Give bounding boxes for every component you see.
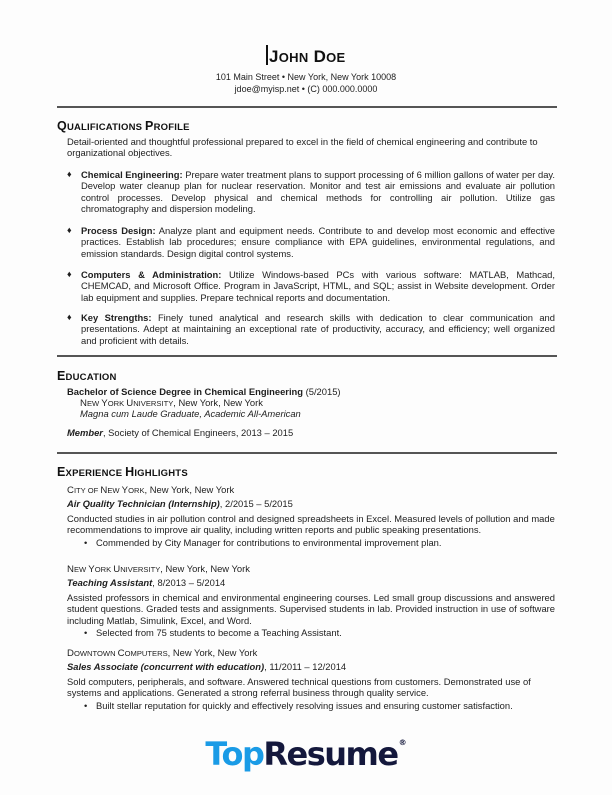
job-title: Air Quality Technician (Internship) <box>67 498 220 509</box>
heading-cap: Q <box>57 119 67 133</box>
diamond-bullet-icon: ♦ <box>67 169 72 179</box>
membership-line <box>67 427 293 438</box>
achievement-text: Built stellar reputation for quickly and effectively resolving issues and ensuring customer satisfaction. <box>96 700 513 711</box>
item-label: Chemical Engineering: <box>81 169 183 180</box>
address-line: 101 Main Street • New York, New York 10008 <box>215 72 397 82</box>
item-label: Key Strengths: <box>81 312 152 323</box>
honors-line: Magna cum Laude Graduate, Academic All-American <box>80 408 301 419</box>
item-text: Prepare water treatment plans to support processing of 6 million gallons of water per day. Develop water cleanup plan for nuclear reservation. Monitor and test air emissions and evaluate air pollution control processes. Develop physical and chemical methods for controlling air pollution. Utilize gas chromatography and dispersion modeling. <box>81 169 556 215</box>
sc-cap: Y <box>101 398 108 409</box>
sc-rest: NIVERSITY <box>120 565 161 574</box>
job-dates: , 2/2015 – 5/2015 <box>219 498 293 509</box>
sc-rest: ORK <box>128 486 145 495</box>
employer-location: , New York, New York <box>144 484 235 495</box>
experience-heading <box>57 465 188 479</box>
employer-line <box>67 484 234 496</box>
membership-text: , Society of Chemical Engineers, 2013 – 2015 <box>102 427 294 438</box>
degree-name: Bachelor of Science Degree in Chemical Engineering <box>67 386 304 397</box>
job-achievement <box>84 627 556 638</box>
sc-rest: EW <box>73 565 89 574</box>
logo-resume-text: Resume <box>263 735 398 773</box>
sc-rest: NIVERSITY <box>133 399 174 408</box>
candidate-name <box>0 45 612 67</box>
job-achievement <box>84 700 556 711</box>
sc-rest: OMPUTERS <box>124 649 168 658</box>
employer-line <box>67 647 257 659</box>
degree-line <box>67 386 341 397</box>
qualifications-summary: Detail-oriented and thoughtful professional prepared to excel in the field of chemical engineering and contribute to organizational objectives. <box>67 136 538 159</box>
job-title: Teaching Assistant <box>67 577 153 588</box>
heading-cap: E <box>57 369 66 383</box>
heading-rest: XPERIENCE <box>65 468 126 479</box>
sc-rest: EW <box>107 486 122 495</box>
bullet-icon: • <box>84 700 88 711</box>
employer-line <box>67 563 250 575</box>
qualification-item <box>67 312 555 346</box>
employer-location: , New York, New York <box>160 563 250 574</box>
sc-cap: U <box>126 398 134 409</box>
diamond-bullet-icon: ♦ <box>67 269 72 279</box>
sc-rest: OWNTOWN <box>73 649 118 658</box>
topresume-logo <box>0 735 612 773</box>
sc-cap: C <box>117 648 125 659</box>
job-description: Conducted studies in air pollution control and designed spreadsheets in Excel. Measured levels of pollution and made recommendations to improve air quality, including written reports and public speaking presentations. <box>67 513 555 536</box>
item-text: Finely tuned analytical and research skills with dedication to clear communication and presentations. Adept at maintaining an exceptional rate of productivity, accuracy, and efficiency; well organized and proficient with details. <box>81 312 555 346</box>
sc-cap: N <box>100 485 108 496</box>
employer-location: , New York, New York <box>167 647 258 658</box>
section-divider <box>57 452 557 454</box>
school-location: , New York, New York <box>173 397 263 408</box>
sc-rest: ORK <box>107 399 127 408</box>
sc-cap: N <box>80 398 87 409</box>
sc-cap: Y <box>88 564 95 575</box>
qualification-item <box>67 225 555 259</box>
name-initial: D <box>313 47 327 66</box>
name-rest: OHN <box>278 50 309 65</box>
sc-rest: ORK <box>94 565 114 574</box>
job-title-line <box>67 498 293 509</box>
item-label: Computers & Administration: <box>81 269 222 280</box>
registered-trademark-icon: ® <box>398 738 407 747</box>
job-dates: , 8/2013 – 5/2014 <box>152 577 226 588</box>
job-title-line <box>67 577 225 588</box>
qualifications-heading <box>57 119 190 133</box>
diamond-bullet-icon: ♦ <box>67 312 72 322</box>
heading-cap: H <box>125 465 135 479</box>
item-text: Analyze plant and equipment needs. Contribute to and develop most economic and effective practices. Establish lab procedures; ensure compliance with EPA guidelines, environmental regulations, and emission standards. Design digital control systems. <box>81 225 555 259</box>
text-cursor <box>266 45 268 65</box>
degree-date: (5/2015) <box>303 386 341 397</box>
item-text: Utilize Windows-based PCs with various software: MATLAB, Mathcad, CHEMCAD, and Microsoft Office. Program in JavaScript, HTML, and SQL; assist in Website development. Order lab equipment and supplies. Prepare technical reports and documentation. <box>81 269 555 303</box>
contact-line: jdoe@myisp.net • (C) 000.000.0000 <box>234 84 378 94</box>
heading-rest: ROFILE <box>153 122 190 133</box>
heading-rest: IGHLIGHTS <box>134 468 188 479</box>
sc-cap: Y <box>121 485 129 496</box>
heading-rest: UALIFICATIONS <box>66 122 146 133</box>
sc-rest: ITY OF <box>73 486 101 495</box>
item-label: Process Design: <box>81 225 156 236</box>
job-dates: , 11/2011 – 12/2014 <box>264 661 347 672</box>
name-rest: OE <box>326 50 346 65</box>
sc-rest: EW <box>86 399 102 408</box>
job-title: Sales Associate (concurrent with education) <box>67 661 265 672</box>
logo-top-text: Top <box>205 735 264 773</box>
achievement-text: Selected from 75 students to become a Teaching Assistant. <box>96 627 342 638</box>
membership-role: Member <box>67 427 103 438</box>
sc-cap: U <box>113 564 121 575</box>
section-divider <box>57 106 557 108</box>
job-description: Assisted professors in chemical and environmental engineering courses. Led small group discussions and answered student questions. Graded tests and assignments. Supervised students in lab. Provided instruction in use of software including Matlab, Simulink, Excel, and Word. <box>67 592 555 626</box>
qualification-item <box>67 169 555 215</box>
diamond-bullet-icon: ♦ <box>67 225 72 235</box>
sc-cap: D <box>67 648 74 659</box>
sc-cap: C <box>67 485 74 496</box>
qualification-item <box>67 269 555 303</box>
bullet-icon: • <box>84 537 88 548</box>
name-initial: J <box>268 47 279 66</box>
bullet-icon: • <box>84 627 88 638</box>
heading-cap: P <box>145 119 154 133</box>
job-description: Sold computers, peripherals, and software. Answered technical questions from customers. Demonstrated use of systems and applications. Generated a strong referral business through quality service. <box>67 676 531 699</box>
sc-cap: N <box>67 564 74 575</box>
heading-rest: DUCATION <box>65 372 117 383</box>
education-heading <box>57 369 117 383</box>
heading-cap: E <box>57 465 66 479</box>
job-title-line <box>67 661 346 672</box>
achievement-text: Commended by City Manager for contributions to environmental improvement plan. <box>96 537 442 548</box>
job-achievement <box>84 537 556 548</box>
section-divider <box>57 355 557 357</box>
